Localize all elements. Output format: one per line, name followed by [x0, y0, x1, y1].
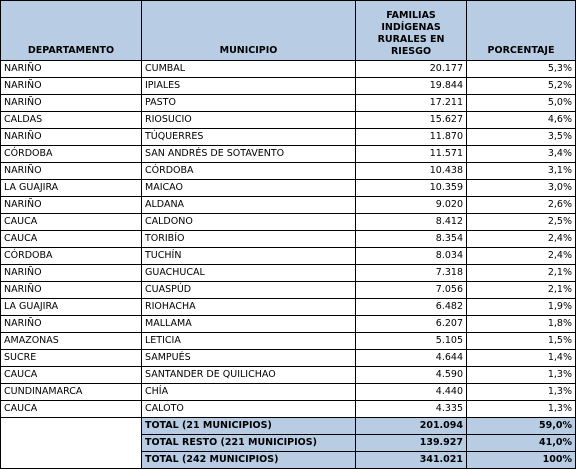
- cell-familias[interactable]: 20.177: [356, 61, 467, 78]
- cell-porcentaje[interactable]: 1,3%: [467, 384, 576, 401]
- cell-familias[interactable]: 15.627: [356, 112, 467, 129]
- cell-familias[interactable]: 11.870: [356, 129, 467, 146]
- cell-municipio[interactable]: MAICAO: [142, 180, 356, 197]
- table-row: [1, 401, 576, 418]
- cell-porcentaje[interactable]: 4,6%: [467, 112, 576, 129]
- cell-departamento[interactable]: NARIÑO: [1, 316, 142, 333]
- table-row: [1, 61, 576, 78]
- cell-familias[interactable]: 7.318: [356, 265, 467, 282]
- cell-porcentaje[interactable]: 1,5%: [467, 333, 576, 350]
- table-row: [1, 367, 576, 384]
- cell-empty[interactable]: [1, 452, 142, 469]
- table-row: [1, 265, 576, 282]
- cell-departamento[interactable]: CÓRDOBA: [1, 248, 142, 265]
- cell-departamento[interactable]: LA GUAJIRA: [1, 299, 142, 316]
- cell-municipio[interactable]: LETICIA: [142, 333, 356, 350]
- total-porcentaje[interactable]: 41,0%: [467, 435, 576, 452]
- cell-municipio[interactable]: GUACHUCAL: [142, 265, 356, 282]
- cell-departamento[interactable]: CAUCA: [1, 231, 142, 248]
- cell-familias[interactable]: 6.207: [356, 316, 467, 333]
- table-row: [1, 95, 576, 112]
- cell-familias[interactable]: 8.034: [356, 248, 467, 265]
- cell-municipio[interactable]: CÓRDOBA: [142, 163, 356, 180]
- cell-departamento[interactable]: CAUCA: [1, 367, 142, 384]
- table-row: [1, 112, 576, 129]
- cell-familias[interactable]: 5.105: [356, 333, 467, 350]
- table-row: [1, 163, 576, 180]
- cell-porcentaje[interactable]: 1,8%: [467, 316, 576, 333]
- cell-municipio[interactable]: IPIALES: [142, 78, 356, 95]
- cell-empty[interactable]: [1, 418, 142, 435]
- header-porcentaje[interactable]: PORCENTAJE: [467, 1, 576, 61]
- cell-municipio[interactable]: CALDONO: [142, 214, 356, 231]
- total-label[interactable]: TOTAL (242 MUNICIPIOS): [142, 452, 356, 469]
- cell-departamento[interactable]: NARIÑO: [1, 129, 142, 146]
- header-departamento[interactable]: DEPARTAMENTO: [1, 1, 142, 61]
- cell-municipio[interactable]: RIOSUCIO: [142, 112, 356, 129]
- cell-departamento[interactable]: NARIÑO: [1, 78, 142, 95]
- total-label[interactable]: TOTAL RESTO (221 MUNICIPIOS): [142, 435, 356, 452]
- cell-departamento[interactable]: AMAZONAS: [1, 333, 142, 350]
- cell-familias[interactable]: 6.482: [356, 299, 467, 316]
- table-row: [1, 350, 576, 367]
- cell-porcentaje[interactable]: 2,4%: [467, 231, 576, 248]
- cell-porcentaje[interactable]: 2,4%: [467, 248, 576, 265]
- table-row: [1, 299, 576, 316]
- table-row: [1, 333, 576, 350]
- table-row: [1, 78, 576, 95]
- cell-departamento[interactable]: CUNDINAMARCA: [1, 384, 142, 401]
- cell-porcentaje[interactable]: 3,4%: [467, 146, 576, 163]
- table-row: [1, 197, 576, 214]
- cell-municipio[interactable]: CUASPÚD: [142, 282, 356, 299]
- cell-porcentaje[interactable]: 3,5%: [467, 129, 576, 146]
- cell-porcentaje[interactable]: 2,1%: [467, 265, 576, 282]
- cell-familias[interactable]: 4.644: [356, 350, 467, 367]
- cell-municipio[interactable]: TORIBÍO: [142, 231, 356, 248]
- cell-familias[interactable]: 8.412: [356, 214, 467, 231]
- table-header: [1, 1, 576, 61]
- total-familias[interactable]: 201.094: [356, 418, 467, 435]
- cell-porcentaje[interactable]: 1,3%: [467, 401, 576, 418]
- table-row: [1, 231, 576, 248]
- cell-municipio[interactable]: ALDANA: [142, 197, 356, 214]
- cell-departamento[interactable]: NARIÑO: [1, 282, 142, 299]
- table-row: [1, 282, 576, 299]
- table-row: [1, 146, 576, 163]
- cell-porcentaje[interactable]: 1,4%: [467, 350, 576, 367]
- total-familias[interactable]: 139.927: [356, 435, 467, 452]
- header-municipio[interactable]: MUNICIPIO: [142, 1, 356, 61]
- cell-porcentaje[interactable]: 1,3%: [467, 367, 576, 384]
- cell-municipio[interactable]: CHÍA: [142, 384, 356, 401]
- header-row: [1, 1, 576, 61]
- cell-porcentaje[interactable]: 1,9%: [467, 299, 576, 316]
- cell-porcentaje[interactable]: 2,5%: [467, 214, 576, 231]
- cell-municipio[interactable]: SAN ANDRÉS DE SOTAVENTO: [142, 146, 356, 163]
- cell-municipio[interactable]: SAMPUÉS: [142, 350, 356, 367]
- cell-departamento[interactable]: CAUCA: [1, 214, 142, 231]
- header-familias[interactable]: FAMILIAS INDÍGENAS RURALES EN RIESGO: [356, 1, 467, 61]
- cell-departamento[interactable]: NARIÑO: [1, 163, 142, 180]
- table-row: [1, 129, 576, 146]
- total-row: [1, 435, 576, 452]
- cell-empty[interactable]: [1, 435, 142, 452]
- cell-familias[interactable]: 17.211: [356, 95, 467, 112]
- cell-familias[interactable]: 4.440: [356, 384, 467, 401]
- cell-departamento[interactable]: NARIÑO: [1, 95, 142, 112]
- cell-porcentaje[interactable]: 3,1%: [467, 163, 576, 180]
- cell-porcentaje[interactable]: 5,3%: [467, 61, 576, 78]
- cell-familias[interactable]: 9.020: [356, 197, 467, 214]
- table-body: [1, 61, 576, 469]
- cell-municipio[interactable]: TÚQUERRES: [142, 129, 356, 146]
- cell-municipio[interactable]: RIOHACHA: [142, 299, 356, 316]
- cell-familias[interactable]: 10.438: [356, 163, 467, 180]
- cell-familias[interactable]: 11.571: [356, 146, 467, 163]
- total-familias[interactable]: 341.021: [356, 452, 467, 469]
- total-row: [1, 452, 576, 469]
- table-row: [1, 248, 576, 265]
- cell-departamento[interactable]: SUCRE: [1, 350, 142, 367]
- cell-familias[interactable]: 4.335: [356, 401, 467, 418]
- cell-porcentaje[interactable]: 3,0%: [467, 180, 576, 197]
- table-row: [1, 384, 576, 401]
- cell-familias[interactable]: 4.590: [356, 367, 467, 384]
- cell-porcentaje[interactable]: 2,6%: [467, 197, 576, 214]
- table-row: [1, 180, 576, 197]
- total-porcentaje[interactable]: 100%: [467, 452, 576, 469]
- cell-municipio[interactable]: CALOTO: [142, 401, 356, 418]
- total-porcentaje[interactable]: 59,0%: [467, 418, 576, 435]
- total-label[interactable]: TOTAL (21 MUNICIPIOS): [142, 418, 356, 435]
- cell-porcentaje[interactable]: 2,1%: [467, 282, 576, 299]
- cell-departamento[interactable]: NARIÑO: [1, 197, 142, 214]
- cell-municipio[interactable]: PASTO: [142, 95, 356, 112]
- cell-municipio[interactable]: SANTANDER DE QUILICHAO: [142, 367, 356, 384]
- total-row: [1, 418, 576, 435]
- cell-porcentaje[interactable]: 5,0%: [467, 95, 576, 112]
- cell-familias[interactable]: 10.359: [356, 180, 467, 197]
- cell-municipio[interactable]: CUMBAL: [142, 61, 356, 78]
- cell-departamento[interactable]: CALDAS: [1, 112, 142, 129]
- cell-familias[interactable]: 8.354: [356, 231, 467, 248]
- cell-departamento[interactable]: CAUCA: [1, 401, 142, 418]
- cell-municipio[interactable]: MALLAMA: [142, 316, 356, 333]
- cell-municipio[interactable]: TUCHÍN: [142, 248, 356, 265]
- cell-departamento[interactable]: CÓRDOBA: [1, 146, 142, 163]
- cell-departamento[interactable]: NARIÑO: [1, 265, 142, 282]
- table-row: [1, 316, 576, 333]
- cell-departamento[interactable]: LA GUAJIRA: [1, 180, 142, 197]
- cell-familias[interactable]: 7.056: [356, 282, 467, 299]
- cell-porcentaje[interactable]: 5,2%: [467, 78, 576, 95]
- cell-departamento[interactable]: NARIÑO: [1, 61, 142, 78]
- cell-familias[interactable]: 19.844: [356, 78, 467, 95]
- table-row: [1, 214, 576, 231]
